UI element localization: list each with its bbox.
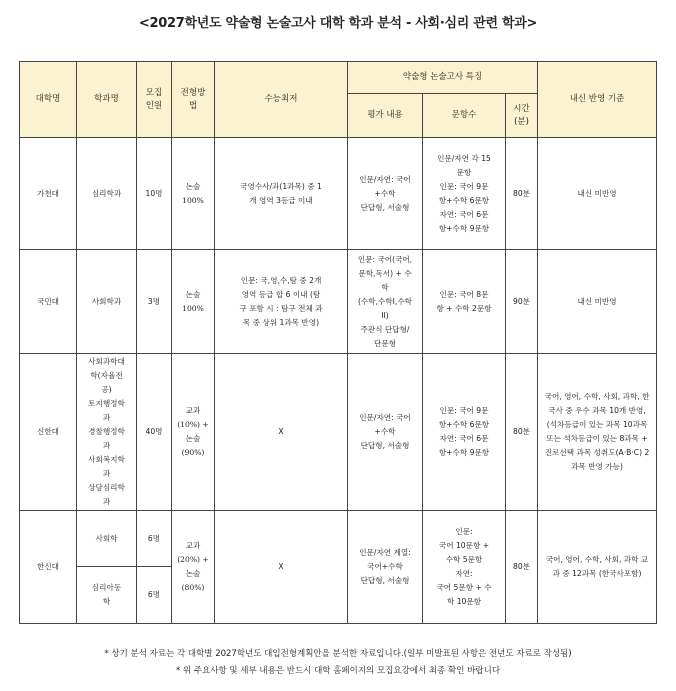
cell-department: 사회학 [77,511,137,567]
cell-eval: 인문: 국어(국어, 문학,독서) + 수 학 (수학,수학I,수학 II) 주관식 단답형/ 단문형 [348,250,423,354]
cell-questions: 인문: 국어 10문항 + 수학 5문항 자연: 국어 5문항 + 수 학 10문항 [423,511,506,624]
cell-selection: 교과 (20%) + 논술 (80%) [172,511,215,624]
cell-eval: 인문/자연: 국어 +수학 단답형, 서술형 [348,138,423,250]
cell-university: 국민대 [20,250,77,354]
cell-department: 사회과학대 학(자율전 공) 토지행정학 과 경찰행정학 과 사회복지학 과 상담심리학 과 [77,354,137,511]
table-row [20,250,657,354]
cell-selection: 논술 100% [172,250,215,354]
cell-time: 80분 [506,354,538,511]
table-row [20,511,657,567]
cell-school-record: 내신 미반영 [538,138,657,250]
header-university: 대학명 [20,62,77,138]
cell-department: 사회학과 [77,250,137,354]
cell-university: 한신대 [20,511,77,624]
cell-quota: 6명 [137,511,172,567]
cell-min-score: 국영수사/과(1과목) 중 1 개 영역 3등급 이내 [215,138,348,250]
cell-department: 심리학과 [77,138,137,250]
cell-quota: 40명 [137,354,172,511]
cell-time: 80분 [506,511,538,624]
table-row [20,138,657,250]
footnote: * 위 주요사항 및 세부 내용은 반드시 대학 홈페이지의 모집요강에서 최종 확인 바랍니다 [175,666,501,676]
cell-eval: 인문/자연 계열: 국어+수학 단답형, 서술형 [348,511,423,624]
header-school-record: 내신 반영 기준 [538,62,657,138]
table-row [20,354,657,511]
header-eval: 평가 내용 [348,94,423,138]
cell-quota: 3명 [137,250,172,354]
header-min-score: 수능최저 [215,62,348,138]
cell-university: 신한대 [20,354,77,511]
cell-university: 가천대 [20,138,77,250]
cell-min-score: X [215,511,348,624]
header-quota: 모집 인원 [137,62,172,138]
cell-school-record: 국어, 영어, 수학, 사회, 과학, 한 국사 중 우수 과목 10개 반영, (석차등급이 있는 과목 10과목 또는 석차등급이 있는 8과목 + 진로선택 과목 성취도(A·B·C) 2 과목 반영 가능) [538,354,657,511]
cell-questions: 인문: 국어 8문 항 + 수학 2문항 [423,250,506,354]
cell-min-score: X [215,354,348,511]
header-questions: 문항수 [423,94,506,138]
header-selection: 전형방 법 [172,62,215,138]
cell-time: 90분 [506,250,538,354]
header-department: 학과명 [77,62,137,138]
admissions-table [19,61,657,624]
footnote: * 상기 분석 자료는 각 대학별 2027학년도 대입전형계획안을 분석한 자료입니다.(일부 미발표된 사항은 전년도 자료로 작성됨) [104,649,572,659]
cell-min-score: 인문: 국,영,수,탐 중 2개 영역 등급 합 6 이내 (탐 구 포함 시 : 탐구 전체 과 목 중 상위 1과목 반영) [215,250,348,354]
page-title: <2027학년도 약술형 논술고사 대학 학과 분석 - 사회·심리 관련 학과> [138,16,538,31]
cell-quota: 6명 [137,567,172,624]
cell-selection: 교과 (10%) + 논술 (90%) [172,354,215,511]
header-time: 시간 (분) [506,94,538,138]
cell-school-record: 내신 미반영 [538,250,657,354]
cell-eval: 인문/자연: 국어 +수학 단답형, 서술형 [348,354,423,511]
cell-department: 심리아동 학 [77,567,137,624]
cell-school-record: 국어, 영어, 수학, 사회, 과학 교 과 중 12과목 (한국사포함) [538,511,657,624]
cell-selection: 논술 100% [172,138,215,250]
cell-quota: 10명 [137,138,172,250]
header-exam-group: 약술형 논술고사 특징 [348,62,538,94]
footnotes [0,646,676,680]
cell-questions: 인문/자연 각 15 문항 인문: 국어 9문 항+수학 6문항 자연: 국어 6문 항+수학 9문항 [423,138,506,250]
cell-questions: 인문: 국어 9문 항+수학 6문항 자연: 국어 6문 항+수학 9문항 [423,354,506,511]
cell-time: 80분 [506,138,538,250]
